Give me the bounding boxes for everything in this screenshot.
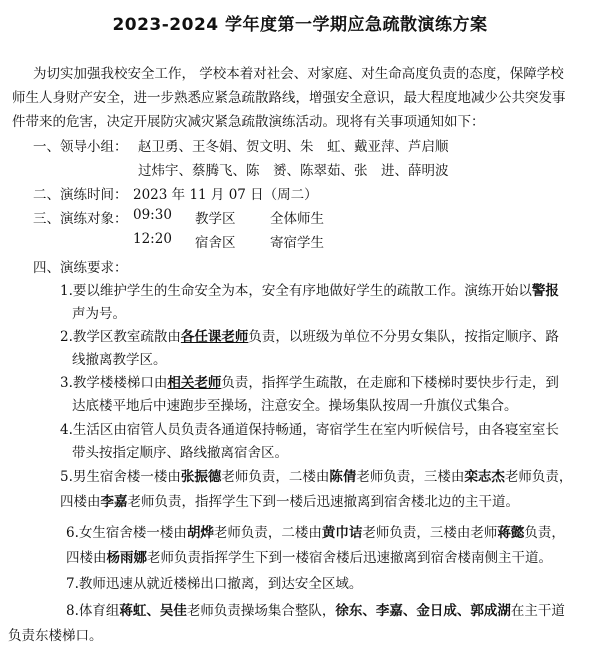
drill-target-people: 全体师生 [270,211,324,227]
drill-target-people: 寄宿学生 [270,235,324,251]
teacher-name: 胡烨 [186,525,214,541]
requirement-3-line-2: 达底楼平地后中速跑步至操场，注意安全。操场集队按周一升旗仪式集合。 [72,398,518,414]
requirement-3-line-1: 3.教学楼楼梯口由相关老师负责，指挥学生疏散，在走廊和下楼梯时要快步行走，到 [60,375,559,391]
responsible-teachers: 相关老师 [167,375,222,391]
requirement-5-line-2: 四楼由李嘉老师负责，指挥学生下到一楼后迅速撤离到宿舍楼北边的主干道。 [60,494,519,510]
requirement-2-line-1: 2.教学区教室疏散由各任课老师负责，以班级为单位不分男女集队，按指定顺序、路 [60,329,559,345]
section-4-label: 四、演练要求： [33,260,128,276]
requirement-4-line-1: 4.生活区由宿管人员负责各通道保持畅通，寄宿学生在室内听候信号，由各寝室室长 [60,422,559,438]
intro-line-2: 师生人身财产安全，进一步熟悉应紧急疏散路线，增强安全意识，最大程度地减少公共突发事 [12,90,566,106]
drill-target-area: 宿舍区 [195,235,236,251]
section-1-label: 一、领导小组： [33,139,128,155]
intro-line-1: 为切实加强我校安全工作， 学校本着对社会、对家庭、对生命高度负责的态度，保障学校 [33,66,564,82]
section-2-label: 二、演练时间： [33,187,128,203]
requirement-7: 7.教师迅速从就近楼梯出口撤离，到达安全区域。 [66,576,363,592]
drill-date: 2023 年 11 月 07 日（周二） [133,187,318,203]
intro-line-3: 件带来的危害，决定开展防灾减灾紧急疏散演练活动。现将有关事项通知如下： [12,114,485,130]
teacher-name: 蒋虹、吴佳 [119,603,187,619]
teacher-name: 蒋懿 [497,525,525,541]
requirement-5-line-1: 5.男生宿舍楼一楼由张振德老师负责，二楼由陈倩老师负责，三楼由栾志杰老师负责， [60,469,573,485]
requirement-1-line-1: 1.要以维护学生的生命安全为本，安全有序地做好学生的疏散工作。演练开始以警报 [60,283,559,299]
document-title: 2023-2024 学年度第一学期应急疏散演练方案 [112,15,488,35]
alarm-keyword: 警报 [531,283,559,299]
teacher-name: 黄巾诘 [321,525,363,541]
teacher-name: 陈倩 [329,469,357,485]
drill-target-area: 教学区 [195,211,236,227]
requirement-2-line-2: 线撤离教学区。 [72,352,167,368]
drill-target-time: 12:20 [133,231,172,247]
teacher-name: 徐东、李嘉、金日成、郭成湖 [335,603,511,619]
teacher-name: 杨雨娜 [106,550,147,566]
leader-group-row-1: 赵卫勇、王冬娟、贺文明、朱 虹、戴亚萍、芦启顺 [138,139,449,155]
section-3-label: 三、演练对象： [33,211,128,227]
requirement-6-line-1: 6.女生宿舍楼一楼由胡烨老师负责，二楼由黄巾诘老师负责，三楼由老师蒋懿负责， [66,525,565,541]
requirement-8-line-2: 负责东楼梯口。 [8,628,103,644]
teacher-name: 李嘉 [100,494,128,510]
requirement-4-line-2: 带头按指定顺序、路线撤离宿舍区。 [72,445,288,461]
requirement-1-line-2: 声为号。 [72,306,126,322]
leader-group-row-2: 过炜宇、蔡腾飞、陈 赟、陈翠茹、张 进、薛明波 [138,163,449,179]
responsible-teachers: 各任课老师 [180,329,249,345]
requirement-6-line-2: 四楼由杨雨娜老师负责指挥学生下到一楼宿舍楼后迅速撤离到宿舍楼南侧主干道。 [66,550,552,566]
drill-target-time: 09:30 [133,207,172,223]
teacher-name: 栾志杰 [464,469,505,485]
requirement-8-line-1: 8.体育组蒋虹、吴佳老师负责操场集合整队，徐东、李嘉、金日成、郭成湖在主干道 [66,603,565,619]
teacher-name: 张振德 [180,469,222,485]
